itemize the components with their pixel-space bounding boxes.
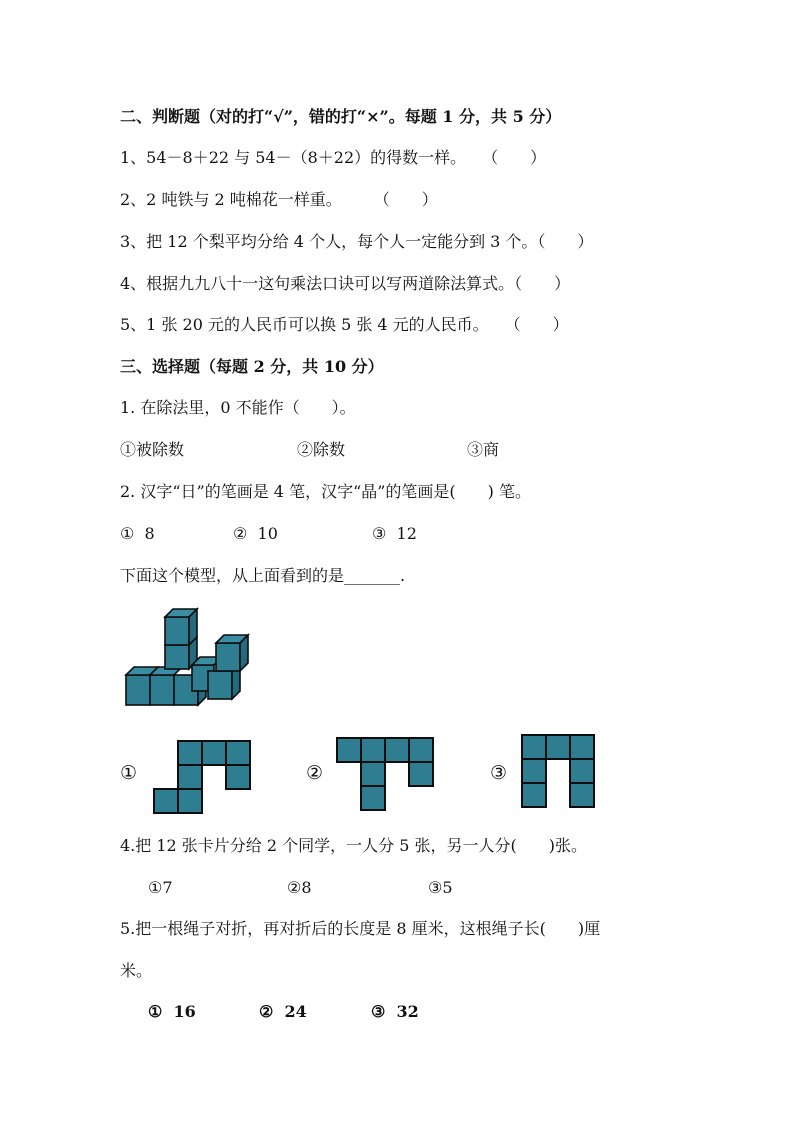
choice-q5-option-2: ② 24 <box>259 1002 307 1021</box>
choice-q2-text: 2. 汉字“日”的笔画是 4 笔，汉字“晶”的笔画是( ) 笔。 <box>120 482 531 501</box>
cube <box>165 609 197 645</box>
top-view-option-1 <box>154 740 252 814</box>
choice-q5-option-3: ③ 32 <box>371 1002 419 1021</box>
choice-q1-option-1: ①被除数 <box>120 440 185 459</box>
judge-item-3: 3、把 12 个梨平均分给 4 个人，每个人一定能分到 3 个。（ ） <box>120 232 594 251</box>
cube-model-figure <box>120 605 260 715</box>
judge-item-5: 5、1 张 20 元的人民币可以换 5 张 4 元的人民币。 （ ） <box>120 315 569 334</box>
choice-q1-option-3: ③商 <box>467 440 500 459</box>
choice-q2-option-2: ② 10 <box>233 524 278 543</box>
choice-q1-text: 1. 在除法里，0 不能作（ ）。 <box>120 398 356 417</box>
section3-title: 三、选择题（每题 2 分，共 10 分） <box>120 357 384 376</box>
section2-title: 二、判断题（对的打“√”，错的打“×”。每题 1 分，共 5 分） <box>120 107 562 126</box>
choice-q4-option-1: ①7 <box>148 878 173 897</box>
choice-q4-option-2: ②8 <box>287 878 312 897</box>
top-view-option-2 <box>337 737 435 811</box>
choice-q3-option-3-label: ③ <box>490 762 508 784</box>
choice-q1-option-2: ②除数 <box>297 440 346 459</box>
choice-q2-option-3: ③ 12 <box>372 524 417 543</box>
choice-q4-text: 4.把 12 张卡片分给 2 个同学，一人分 5 张，另一人分( )张。 <box>120 836 587 855</box>
judge-item-4: 4、根据九九八十一这句乘法口诀可以写两道除法算式。（ ） <box>120 274 571 293</box>
choice-q3-option-1-label: ① <box>120 762 138 784</box>
judge-item-2: 2、2 吨铁与 2 吨棉花一样重。 （ ） <box>120 190 438 209</box>
choice-q2-option-1: ① 8 <box>120 524 155 543</box>
choice-q3-option-2-label: ② <box>306 762 324 784</box>
top-view-option-3 <box>522 734 596 808</box>
choice-q5-text-line2: 米。 <box>120 961 153 980</box>
choice-q5-option-1: ① 16 <box>148 1002 196 1021</box>
choice-q3-text: 下面这个模型，从上面看到的是_______. <box>120 566 406 585</box>
judge-item-1: 1、54－8＋22 与 54－（8＋22）的得数一样。 （ ） <box>120 148 547 167</box>
cube <box>216 635 248 671</box>
choice-q5-text-line1: 5.把一根绳子对折，再对折后的长度是 8 厘米，这根绳子长( )厘 <box>120 919 601 938</box>
choice-q4-option-3: ③5 <box>428 878 453 897</box>
